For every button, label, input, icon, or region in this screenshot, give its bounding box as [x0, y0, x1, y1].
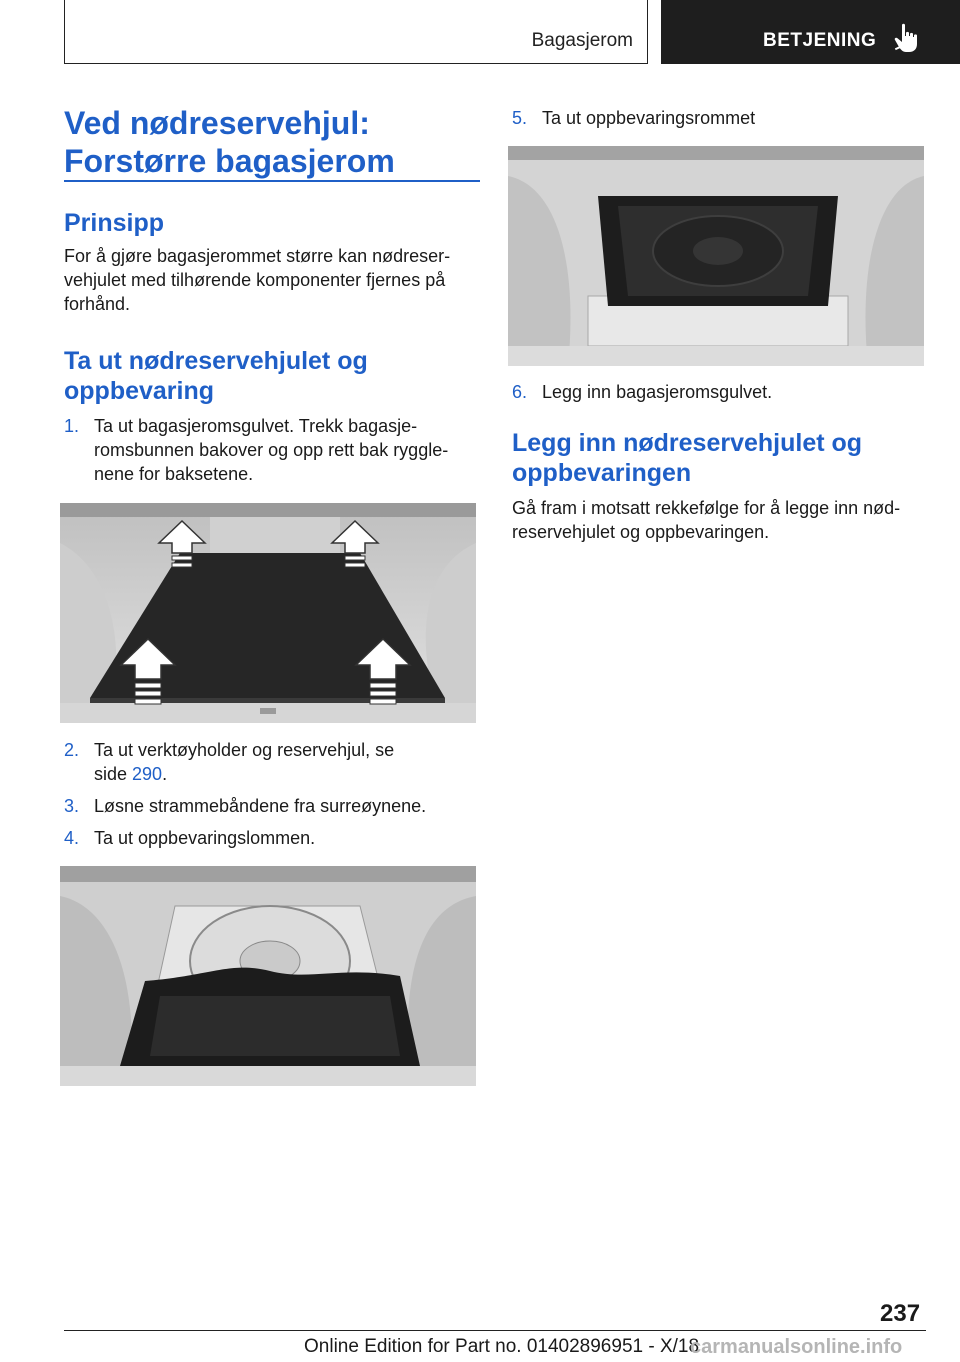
step-line: Ta ut verktøyholder og reservehjul, se — [94, 740, 395, 760]
step-6 — [512, 380, 928, 404]
step-text: Ta ut oppbevaringsrommet — [542, 108, 756, 128]
insert-paragraph — [512, 496, 900, 544]
hand-pointer-icon — [893, 22, 921, 54]
heading-insert-line: Legg inn nødreservehjulet og — [512, 429, 863, 457]
step-5 — [512, 106, 928, 130]
trunk-floor-photo — [60, 503, 476, 723]
step-1 — [64, 414, 480, 486]
heading-prinsipp: Prinsipp — [64, 209, 165, 237]
prinsipp-paragraph — [64, 244, 450, 316]
title-underline — [64, 180, 480, 182]
header-chapter-box — [661, 0, 960, 64]
heading-insert — [512, 428, 862, 488]
step-text — [94, 414, 448, 486]
step-number: 1. — [64, 416, 80, 436]
step-line-text: . — [162, 764, 168, 784]
step-line — [94, 762, 394, 786]
step-number: 3. — [64, 796, 80, 816]
step-number: 4. — [64, 828, 80, 848]
step-number: 6. — [512, 382, 528, 402]
heading-remove — [64, 346, 368, 406]
page-title: Ved nødreservehjul: Forstørre bagasjerom — [64, 105, 395, 179]
storage-compartment-photo — [508, 146, 924, 366]
step-line: romsbunnen bakover og opp rett bak ryggle- — [94, 440, 449, 460]
header-section-box — [64, 0, 648, 64]
step-text: Legg inn bagasjeromsgulvet. — [542, 382, 773, 402]
edition-text: Online Edition for Part no. 01402896951 - X/18 — [304, 1336, 700, 1357]
insert-line: reservehjulet og oppbevaringen. — [512, 522, 770, 542]
step-text: Ta ut oppbevaringslommen. — [94, 828, 316, 848]
step-number: 2. — [64, 740, 80, 760]
watermark: carmanualsonline.info — [690, 1336, 903, 1358]
heading-remove-line: oppbevaring — [64, 377, 215, 405]
prinsipp-line: For å gjøre bagasjerommet større kan nødreser- — [64, 246, 451, 266]
heading-insert-line: oppbevaringen — [512, 459, 692, 487]
prinsipp-line: vehjulet med tilhørende komponenter fjernes på — [64, 270, 446, 290]
step-3 — [64, 794, 480, 818]
header-chapter-title: BETJENING — [763, 30, 877, 51]
step-4 — [64, 826, 480, 850]
step-2 — [64, 738, 480, 786]
page-number: 237 — [880, 1300, 921, 1327]
step-number: 5. — [512, 108, 528, 128]
footer-rule — [64, 1330, 926, 1331]
heading-remove-line: Ta ut nødreservehjulet og — [64, 347, 368, 375]
step-text: Løsne strammebåndene fra surreøynene. — [94, 796, 427, 816]
prinsipp-line: forhånd. — [64, 294, 131, 314]
step-text — [94, 738, 394, 786]
page-link-290[interactable]: 290 — [132, 764, 163, 784]
spare-wheel-pocket-photo — [60, 866, 476, 1086]
step-line: nene for baksetene. — [94, 464, 254, 484]
step-line-text: side — [94, 764, 133, 784]
insert-line: Gå fram i motsatt rekkefølge for å legge inn nød- — [512, 498, 901, 518]
header-section-title: Bagasjerom — [531, 30, 633, 51]
step-line: Ta ut bagasjeromsgulvet. Trekk bagasje- — [94, 416, 418, 436]
